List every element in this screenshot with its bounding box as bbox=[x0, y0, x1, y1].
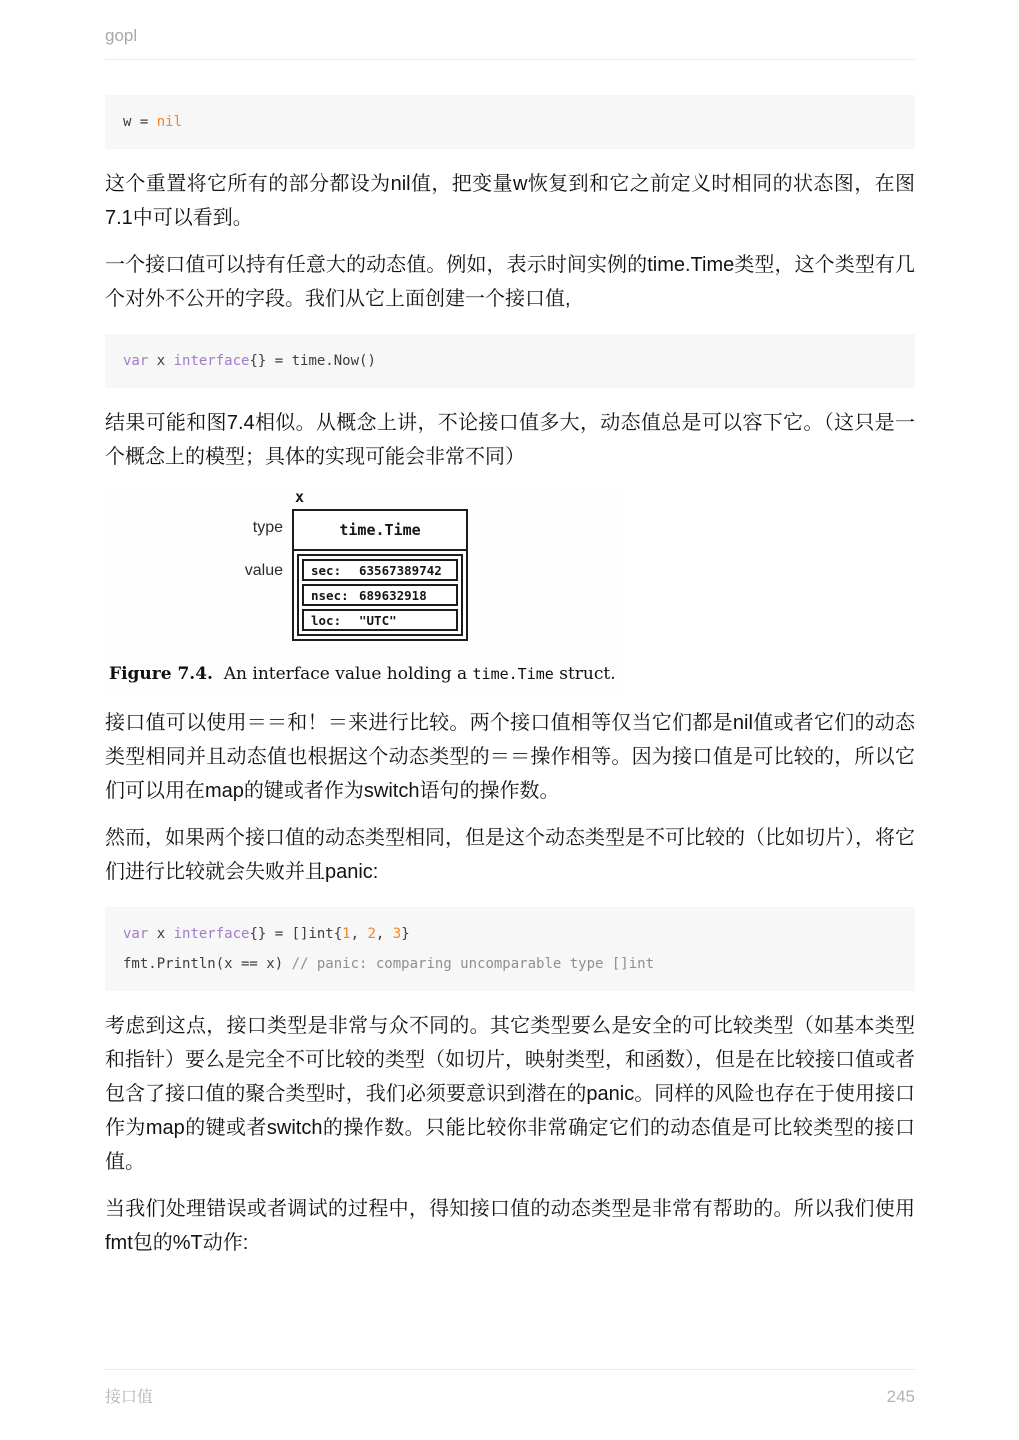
code-block-time-now bbox=[105, 334, 915, 388]
code-text: , bbox=[375, 926, 393, 942]
figure-interface-box bbox=[292, 509, 468, 641]
code-number: 1 bbox=[342, 926, 351, 942]
code-literal: nil bbox=[156, 114, 183, 130]
code-text: } bbox=[401, 926, 410, 942]
code-text: w = bbox=[123, 114, 157, 130]
figure-caption-number: Figure 7.4. bbox=[109, 664, 213, 684]
figure-caption-code: time.Time bbox=[472, 665, 554, 683]
code-text: {} = []int{ bbox=[249, 926, 343, 942]
field-value: 689632918 bbox=[359, 587, 427, 603]
page-header bbox=[105, 0, 915, 60]
code-line bbox=[123, 919, 897, 949]
figure-7-4 bbox=[105, 488, 620, 693]
code-line bbox=[123, 949, 897, 979]
page-footer bbox=[105, 1369, 915, 1407]
figure-field-sec bbox=[302, 559, 458, 581]
figure-field-nsec bbox=[302, 584, 458, 606]
figure-caption-text: struct. bbox=[553, 664, 616, 684]
figure-type-cell: time.Time bbox=[294, 511, 466, 551]
code-keyword: var bbox=[123, 926, 149, 942]
field-value: "UTC" bbox=[359, 612, 397, 628]
field-name: sec: bbox=[311, 562, 342, 578]
paragraph-interface-value: 一个接口值可以持有任意大的动态值。例如，表示时间实例的time.Time类型，这个类型有几个对外不公开的字段。我们从它上面创建一个接口值, bbox=[105, 254, 915, 310]
code-text: x bbox=[148, 353, 174, 369]
code-keyword: var bbox=[123, 353, 149, 369]
field-value: 63567389742 bbox=[359, 562, 442, 578]
paragraph-comparable-types: 考虑到这点，接口类型是非常与众不同的。其它类型要么是安全的可比较类型（如基本类型和指针）要么是完全不可比较的类型（如切片，映射类型，和函数），但是在比较接口值或者包含了接口值的聚合类型时，我们必须要意识到潜在的panic。同样的风险也存在于使用接口作为map的键或者switch的操作数。只能比较你非常确定它们的动态值是可比较类型的接口值。 bbox=[105, 1015, 915, 1173]
code-number: 2 bbox=[367, 926, 376, 942]
page-content bbox=[105, 0, 915, 1273]
code-text: fmt.Println(x == x) bbox=[123, 956, 292, 972]
field-name: nsec: bbox=[311, 587, 349, 603]
figure-value-label: value bbox=[244, 562, 283, 579]
paragraph-fmt-percent-t: 当我们处理错误或者调试的过程中，得知接口值的动态类型是非常有帮助的。所以我们使用fmt包的%T动作: bbox=[105, 1198, 915, 1254]
code-number: 3 bbox=[392, 926, 402, 942]
site-title: gopl bbox=[105, 26, 138, 45]
footer-section-title: 接口值 bbox=[105, 1387, 154, 1406]
code-text: {} = time.Now() bbox=[249, 353, 376, 369]
figure-variable-label: x bbox=[295, 488, 305, 506]
field-name: loc: bbox=[311, 612, 342, 628]
paragraph-figure-ref: 结果可能和图7.4相似。从概念上讲，不论接口值多大，动态值总是可以容下它。（这只是一个概念上的模型；具体的实现可能会非常不同） bbox=[105, 412, 915, 468]
paragraph-comparison: 接口值可以使用＝＝和！＝来进行比较。两个接口值相等仅当它们都是nil值或者它们的动态类型相同并且动态值也根据这个动态类型的＝＝操作相等。因为接口值是可比较的，所以它们可以用在map的键或者作为switch语句的操作数。 bbox=[105, 712, 915, 802]
figure-caption bbox=[109, 664, 616, 684]
figure-type-label: type bbox=[252, 519, 283, 536]
figure-value-struct bbox=[297, 554, 463, 636]
code-comment: // panic: comparing uncomparable type []int bbox=[291, 956, 655, 972]
code-keyword: interface bbox=[173, 926, 250, 942]
figure-field-loc bbox=[302, 609, 458, 631]
paragraph-reset-nil: 这个重置将它所有的部分都设为nil值，把变量w恢复到和它之前定义时相同的状态图，在图7.1中可以看到。 bbox=[105, 173, 915, 229]
figure-caption-text: An interface value holding a bbox=[212, 664, 473, 684]
paragraph-panic-intro: 然而，如果两个接口值的动态类型相同，但是这个动态类型是不可比较的（比如切片），将它们进行比较就会失败并且panic: bbox=[105, 827, 915, 883]
main-document bbox=[105, 95, 915, 1260]
code-block-panic bbox=[105, 907, 915, 991]
code-block-w-nil bbox=[105, 95, 915, 149]
footer-page-number: 245 bbox=[886, 1387, 915, 1406]
code-text: , bbox=[350, 926, 368, 942]
code-keyword: interface bbox=[173, 353, 250, 369]
code-text: x bbox=[148, 926, 174, 942]
